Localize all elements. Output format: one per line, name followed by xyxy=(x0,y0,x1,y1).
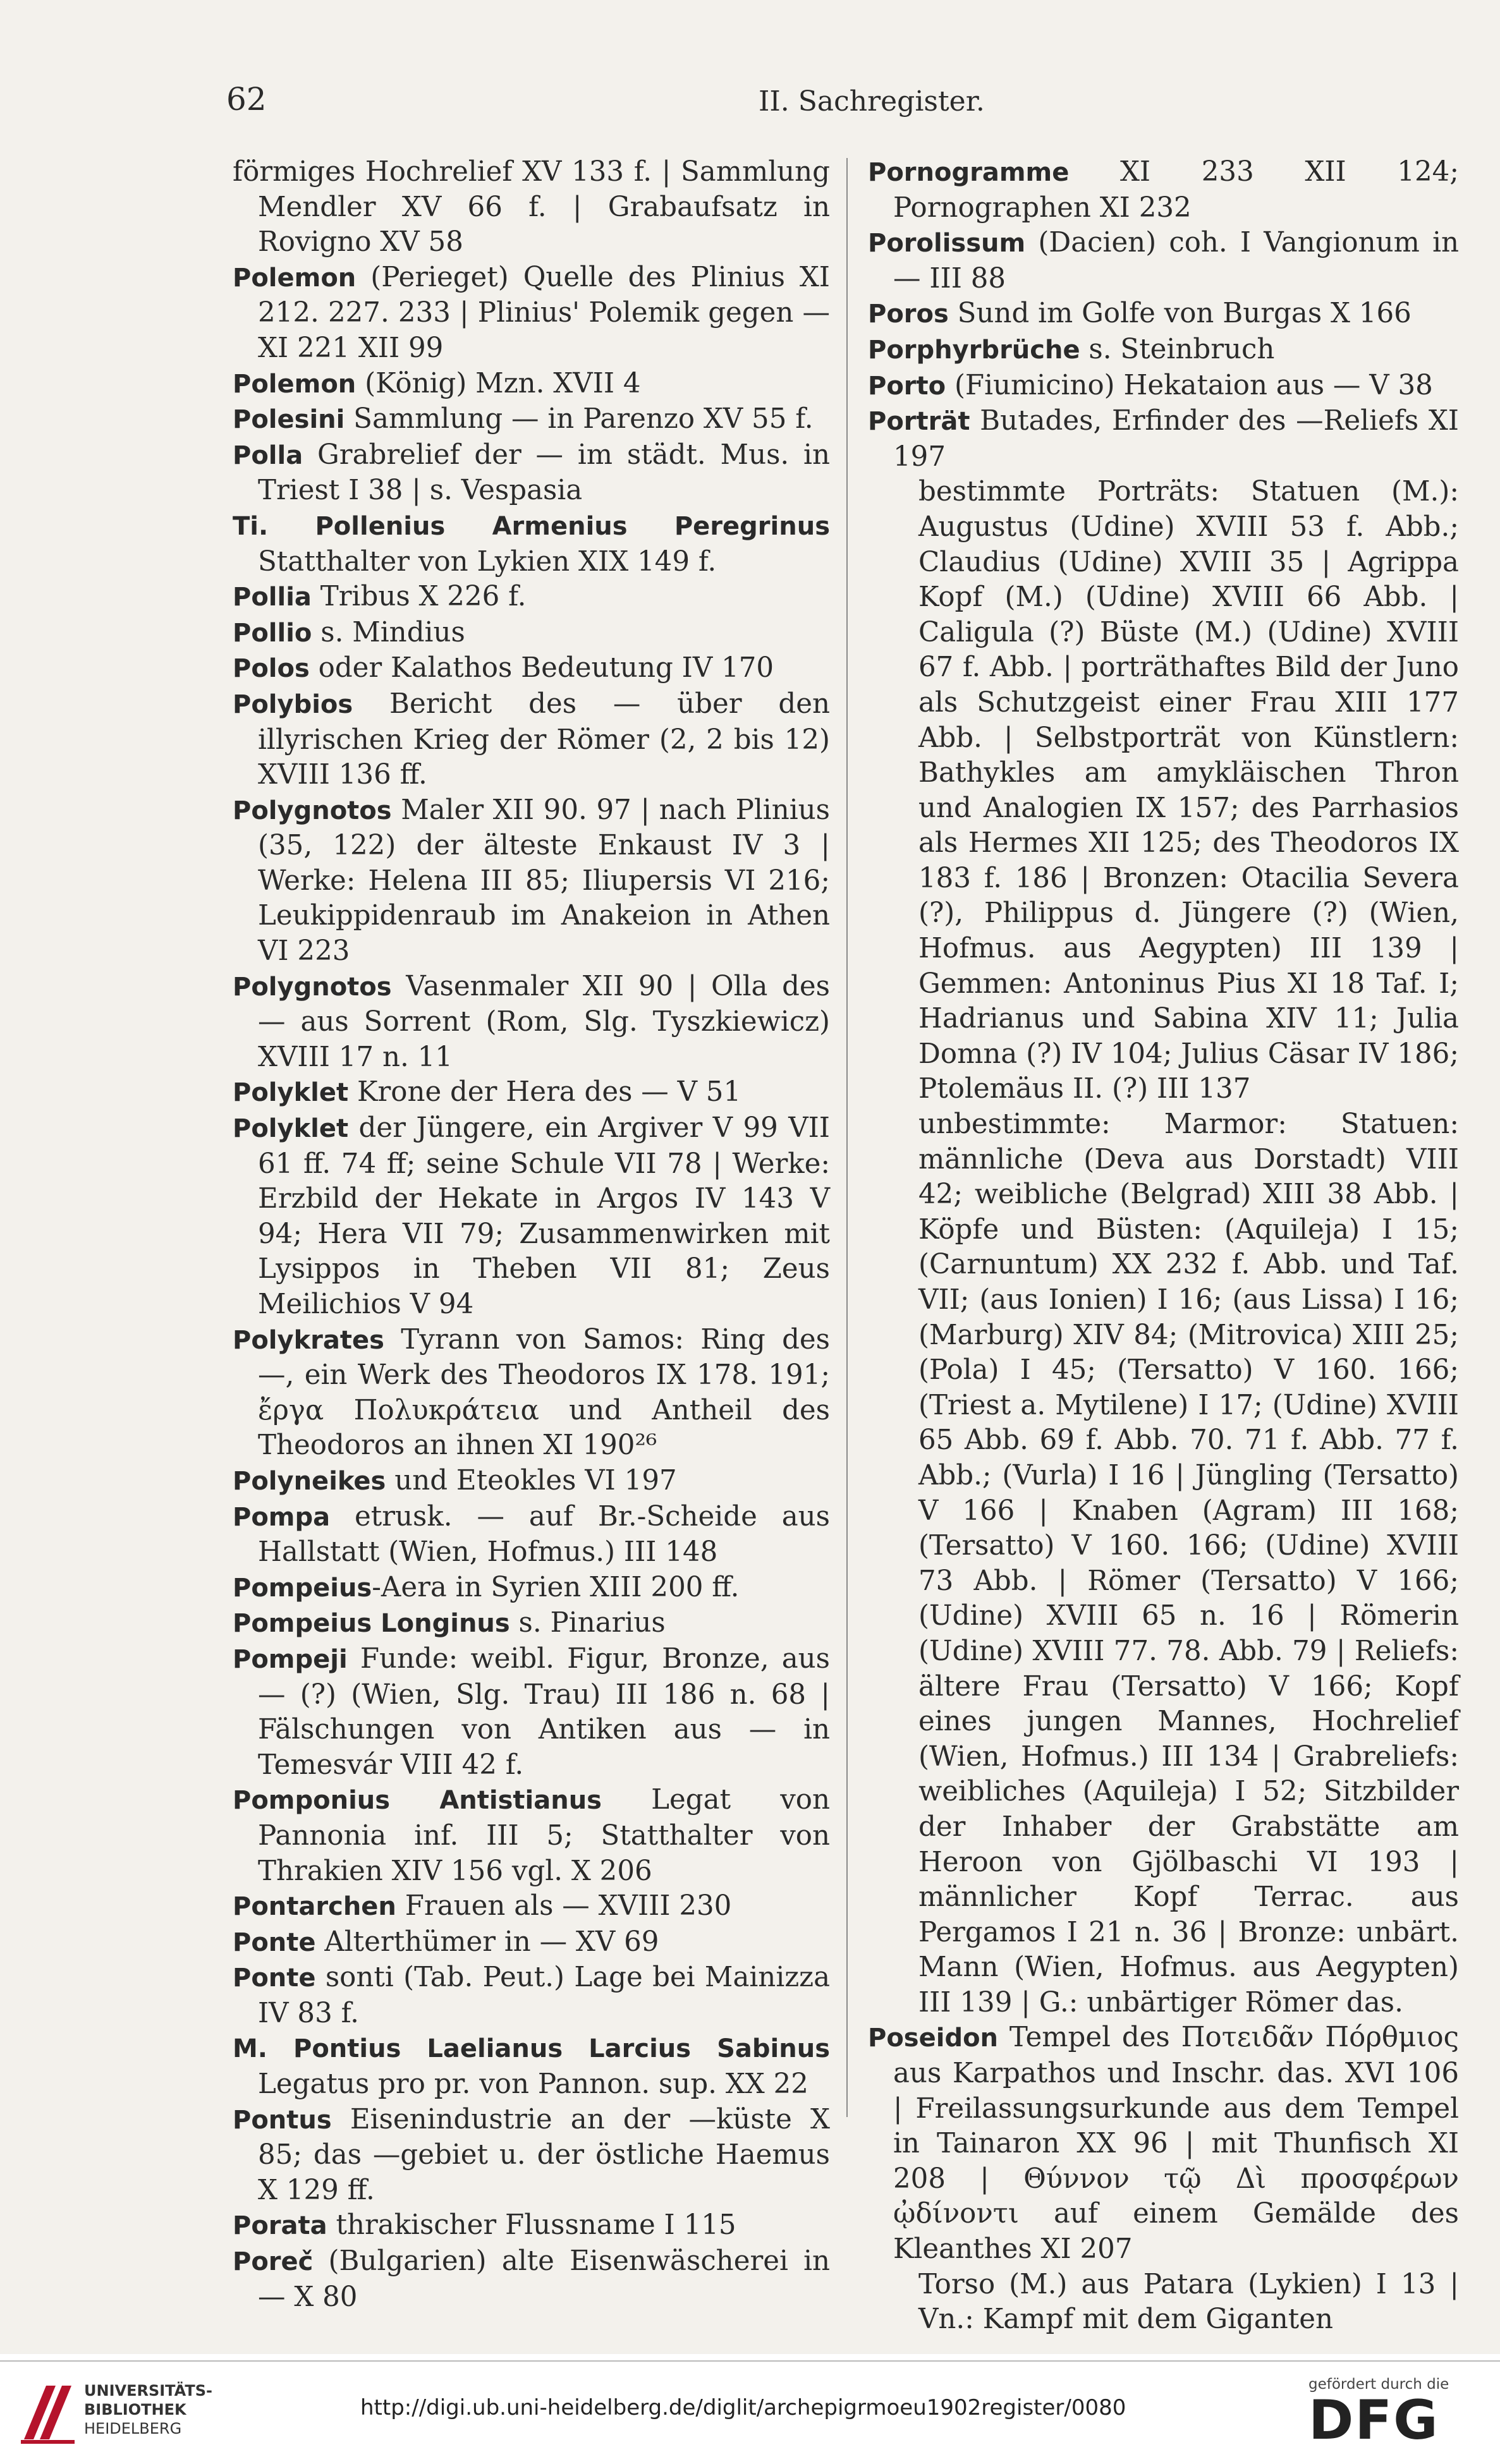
entry-lemma: Porata xyxy=(233,2211,327,2241)
entry-lemma: Pollio xyxy=(233,618,312,648)
entry-text: (Bulgarien) alte Eisenwäscherei in — X 80 xyxy=(258,2245,830,2313)
index-entry xyxy=(233,367,830,403)
index-entry xyxy=(233,402,830,438)
column-rule xyxy=(846,158,848,2117)
entry-lemma: Polygnotos xyxy=(233,796,392,825)
entry-text: Krone der Hera des — V 51 xyxy=(348,1076,741,1108)
index-entry xyxy=(233,616,830,652)
index-entry xyxy=(233,1606,830,1642)
index-entry xyxy=(868,368,1459,404)
entry-lemma: Ti. Pollenius Armenius Peregrinus xyxy=(233,511,830,541)
entry-lemma: Poreč xyxy=(233,2247,314,2277)
entry-text: Frauen als — XVIII 230 xyxy=(396,1890,732,1922)
entry-text: unbestimmte: Marmor: Statuen: männliche (Deva aus Dorstadt) VIII 42; weibliche (Belgrad) XIII 38 Abb. | Köpfe und Büsten: (Aquileja) I 15; (Carnuntum) XX 232 f. Abb. und Taf. VII; (aus Ionien) I 16; (aus Lissa) I 16; (Marburg) XIV 84; (Mitrovica) XIII 25; (Pola) I 45; (Tersatto) V 160. 166; (Triest a. Mytilene) I 17; (Udine) XVIII 65 Abb. 69 f. Abb. 70. 71 f. Abb. 77 f. Abb.; (Vurla) I 16 | Jüngling (Tersatto) V 166 | Knaben (Agram) III 168; (Tersatto) V 160. 166; (Udine) XVIII 73 Abb. | Römer (Tersatto) V 166; (Udine) XVIII 65 n. 16 | Römerin (Udine) XVIII 77. 78. Abb. 79 | Reliefs: ältere Frau (Tersatto) V 166; Kopf eines jungen Mannes, Hochrelief (Wien, Hofmus.) III 134 | Grabreliefs: weibliches (Aquileja) I 52; Sitzbilder der Inhaber der Grabstätte am Heroon von Gjölbaschi VI 193 | männlicher Kopf Terrac. aus Pergamos I 21 n. 36 | Bronze: unbärt. Mann (Wien, Hofmus. aus Aegypten) III 139 | G.: unbärtiger Römer das. xyxy=(918,1108,1459,2018)
index-entry xyxy=(868,296,1459,332)
entry-lemma: Pompeji xyxy=(233,1644,348,1674)
entry-text: Sammlung — in Parenzo XV 55 f. xyxy=(345,403,814,435)
entry-text: (Perieget) Quelle des Plinius XI 212. 227. 233 | Plinius' Polemik gegen — XI 221 XII 99 xyxy=(258,261,830,364)
entry-text: Grabrelief der — im städt. Mus. in Triest I 38 | s. Vespasia xyxy=(258,439,830,507)
entry-lemma: Pontus xyxy=(233,2105,332,2135)
index-entry xyxy=(233,1570,830,1606)
entry-lemma: Polyklet xyxy=(233,1078,349,1108)
entry-text: Funde: weibl. Figur, Bronze, aus — (?) (Wien, Slg. Trau) III 186 n. 68 | Fälschungen von Antiken aus — in Temesvár VIII 42 f. xyxy=(258,1642,830,1781)
index-entry xyxy=(233,1642,830,1783)
entry-text: (Dacien) coh. I Vangionum in — III 88 xyxy=(893,227,1459,294)
library-name-line-1: UNIVERSITÄTS- xyxy=(84,2382,213,2400)
entry-text: bestimmte Porträts: Statuen (M.): Augustus (Udine) XVIII 53 f. Abb.; Claudius (Udine) XVIII 35 | Agrippa Kopf (M.) (Udine) XVIII 66 Abb. | Caligula (?) Büste (M.) (Udine) XVIII 67 f. Abb. | porträthaftes Bild der Juno als Schutzgeist einer Frau XIII 177 Abb. | Selbstporträt von Künstlern: Bathykles am amykläischen Thron und Analogien IX 157; des Parrhasios als Hermes XII 125; des Theodoros IX 183 f. 186 | Bronzen: Otacilia Severa (?), Philippus d. Jüngere (?) (Wien, Hofmus. aus Aegypten) III 139 | Gemmen: Antoninus Pius XI 18 Taf. I; Hadrianus und Sabina XIV 11; Julia Domna (?) IV 104; Julius Cäsar IV 186; Ptolemäus II. (?) III 137 xyxy=(918,476,1459,1105)
entry-lemma: Pomponius Antistianus xyxy=(233,1786,602,1816)
entry-text: Legatus pro pr. von Pannon. sup. XX 22 xyxy=(258,2068,808,2101)
entry-lemma: Ponte xyxy=(233,1963,316,1993)
index-entry xyxy=(233,1783,830,1889)
entry-text: Tyrann von Samos: Ring des —, ein Werk des Theodoros IX 178. 191; ἔργα Πολυκράτεια und Antheil des Theodoros an ihnen XI 190²⁶ xyxy=(258,1323,830,1462)
index-entry xyxy=(233,260,830,367)
entry-lemma: M. Pontius Laelianus Larcius Sabinus xyxy=(233,2034,830,2064)
running-title: II. Sachregister. xyxy=(759,85,985,118)
entry-lemma: Pornogramme xyxy=(868,158,1070,187)
index-entry xyxy=(868,332,1459,368)
entry-text: thrakischer Flussname I 115 xyxy=(327,2209,736,2242)
index-entry xyxy=(233,1960,830,2031)
entry-text: s. Steinbruch xyxy=(1080,333,1275,365)
index-entry xyxy=(868,404,1459,475)
index-entry xyxy=(233,1500,830,1570)
entry-text: etrusk. — auf Br.-Scheide aus Hallstatt (Wien, Hofmus.) III 148 xyxy=(258,1500,830,1569)
right-column xyxy=(868,155,1459,2338)
index-entry xyxy=(233,509,830,580)
entry-text: Tribus X 226 f. xyxy=(311,581,527,613)
entry-text: Sund im Golfe von Burgas X 166 xyxy=(948,298,1412,330)
entry-lemma: Porto xyxy=(868,371,946,401)
index-entry xyxy=(233,2103,830,2209)
funding-note: gefördert durch die xyxy=(1308,2376,1449,2393)
left-column xyxy=(233,155,830,2315)
entry-lemma: Polla xyxy=(233,440,303,470)
index-entry xyxy=(233,438,830,509)
entry-lemma: Polygnotos xyxy=(233,972,392,1002)
index-entry xyxy=(868,1107,1459,2020)
index-entry xyxy=(233,155,830,260)
library-logo-icon xyxy=(18,2379,78,2446)
entry-lemma: Polyneikes xyxy=(233,1466,386,1496)
index-entry xyxy=(868,2267,1459,2338)
entry-lemma: Porolissum xyxy=(868,229,1026,258)
entry-lemma: Poros xyxy=(868,300,949,329)
entry-lemma: Porphyrbrüche xyxy=(868,335,1080,365)
index-entry xyxy=(868,226,1459,296)
entry-lemma: Ponte xyxy=(233,1927,316,1957)
entry-text: Alterthümer in — XV 69 xyxy=(315,1926,659,1958)
index-entry xyxy=(868,155,1459,226)
entry-lemma: Polybios xyxy=(233,689,353,719)
entry-text: s. Pinarius xyxy=(509,1607,666,1639)
index-entry xyxy=(868,475,1459,1107)
entry-lemma: Pollia xyxy=(233,583,312,612)
entry-text: Bericht des — über den illyrischen Krieg der Römer (2, 2 bis 12) XVIII 136 ff. xyxy=(258,688,830,791)
entry-text: und Eteokles VI 197 xyxy=(386,1464,677,1496)
index-entry xyxy=(868,2020,1459,2267)
entry-text: Maler XII 90. 97 | nach Plinius (35, 122) der älteste Enkaust IV 3 | Werke: Helena III 85; Iliupersis VI 216; Leukippidenraub im Anakeion in Athen VI 223 xyxy=(258,794,830,968)
index-entry xyxy=(233,1075,830,1111)
index-entry xyxy=(233,687,830,793)
index-entry xyxy=(233,1925,830,1961)
index-entry xyxy=(233,580,830,616)
entry-lemma: Pompeius Longinus xyxy=(233,1609,510,1639)
index-entry xyxy=(233,2031,830,2102)
entry-text: XI 233 XII 124; Pornographen XI 232 xyxy=(893,156,1459,224)
library-name-line-2: BIBLIOTHEK xyxy=(84,2401,186,2418)
entry-lemma: Polemon xyxy=(233,369,357,399)
entry-lemma: Poseidon xyxy=(868,2024,999,2053)
entry-text: Butades, Erfinder des —Reliefs XI 197 xyxy=(893,405,1459,473)
library-name-line-3: HEIDELBERG xyxy=(84,2420,182,2437)
index-entry xyxy=(233,969,830,1076)
entry-text: -Aera in Syrien XIII 200 ff. xyxy=(372,1571,740,1603)
index-entry xyxy=(233,651,830,687)
permalink-url[interactable]: http://digi.ub.uni-heidelberg.de/diglit/archepigrmoeu1902register/0080 xyxy=(360,2395,1126,2420)
entry-text: Torso (M.) aus Patara (Lykien) I 13 | Vn.: Kampf mit dem Giganten xyxy=(918,2268,1459,2336)
entry-lemma: Polemon xyxy=(233,263,357,293)
entry-text: Eisenindustrie an der —küste X 85; das —gebiet u. der östliche Haemus X 129 ff. xyxy=(258,2103,830,2206)
entry-lemma: Pompa xyxy=(233,1502,331,1532)
index-entry xyxy=(233,1889,830,1925)
entry-text: Statthalter von Lykien XIX 149 f. xyxy=(258,545,717,578)
entry-text: Tempel des Ποτειδᾶν Πόρθμιος aus Karpathos und Inschr. das. XVI 106 | Freilassungsurkunde aus dem Tempel in Tainaron XX 96 | mit Thunfisch XI 208 | Θύννον τῷ Δὶ προσφέρων ᾠδίνοντι auf einem Gemälde des Kleanthes XI 207 xyxy=(893,2022,1459,2266)
entry-text: oder Kalathos Bedeutung IV 170 xyxy=(309,652,774,684)
entry-lemma: Porträt xyxy=(868,407,970,437)
index-entry xyxy=(233,2244,830,2315)
index-entry xyxy=(233,793,830,969)
entry-lemma: Pompeius xyxy=(233,1573,372,1603)
entry-text: Vasenmaler XII 90 | Olla des — aus Sorrent (Rom, Slg. Tyszkiewicz) XVIII 17 n. 11 xyxy=(258,970,830,1073)
page-number: 62 xyxy=(226,81,267,118)
entry-lemma: Polyklet xyxy=(233,1114,349,1144)
entry-text: förmiges Hochrelief XV 133 f. | Sammlung Mendler XV 66 f. | Grabaufsatz in Rovigno XV 58 xyxy=(233,156,830,258)
entry-lemma: Polykrates xyxy=(233,1325,384,1355)
index-entry xyxy=(233,1111,830,1323)
entry-text: Legat von Pannonia inf. III 5; Statthalter von Thrakien XIV 156 vgl. X 206 xyxy=(258,1784,831,1887)
footer-divider xyxy=(0,2360,1500,2362)
entry-text: (Fiumicino) Hekataion aus — V 38 xyxy=(946,369,1433,401)
library-name xyxy=(84,2381,212,2438)
entry-text: der Jüngere, ein Argiver V 99 VII 61 ff. 74 ff; seine Schule VII 78 | Werke: Erzbild der Hekate in Argos IV 143 V 94; Hera VII 79; Zusammenwirken mit Lysippos in Theben VII 81; Zeus Meilichios V 94 xyxy=(258,1112,830,1320)
entry-text: (König) Mzn. XVII 4 xyxy=(356,367,641,399)
entry-lemma: Pontarchen xyxy=(233,1892,396,1922)
dfg-logo: DFG xyxy=(1308,2389,1439,2452)
index-entry xyxy=(233,1323,830,1464)
index-entry xyxy=(233,1464,830,1500)
index-entry xyxy=(233,2208,830,2244)
entry-text: sonti (Tab. Peut.) Lage bei Mainizza IV 83 f. xyxy=(258,1962,830,2029)
entry-text: s. Mindius xyxy=(312,616,465,648)
entry-lemma: Polesini xyxy=(233,405,345,435)
entry-lemma: Polos xyxy=(233,654,310,684)
